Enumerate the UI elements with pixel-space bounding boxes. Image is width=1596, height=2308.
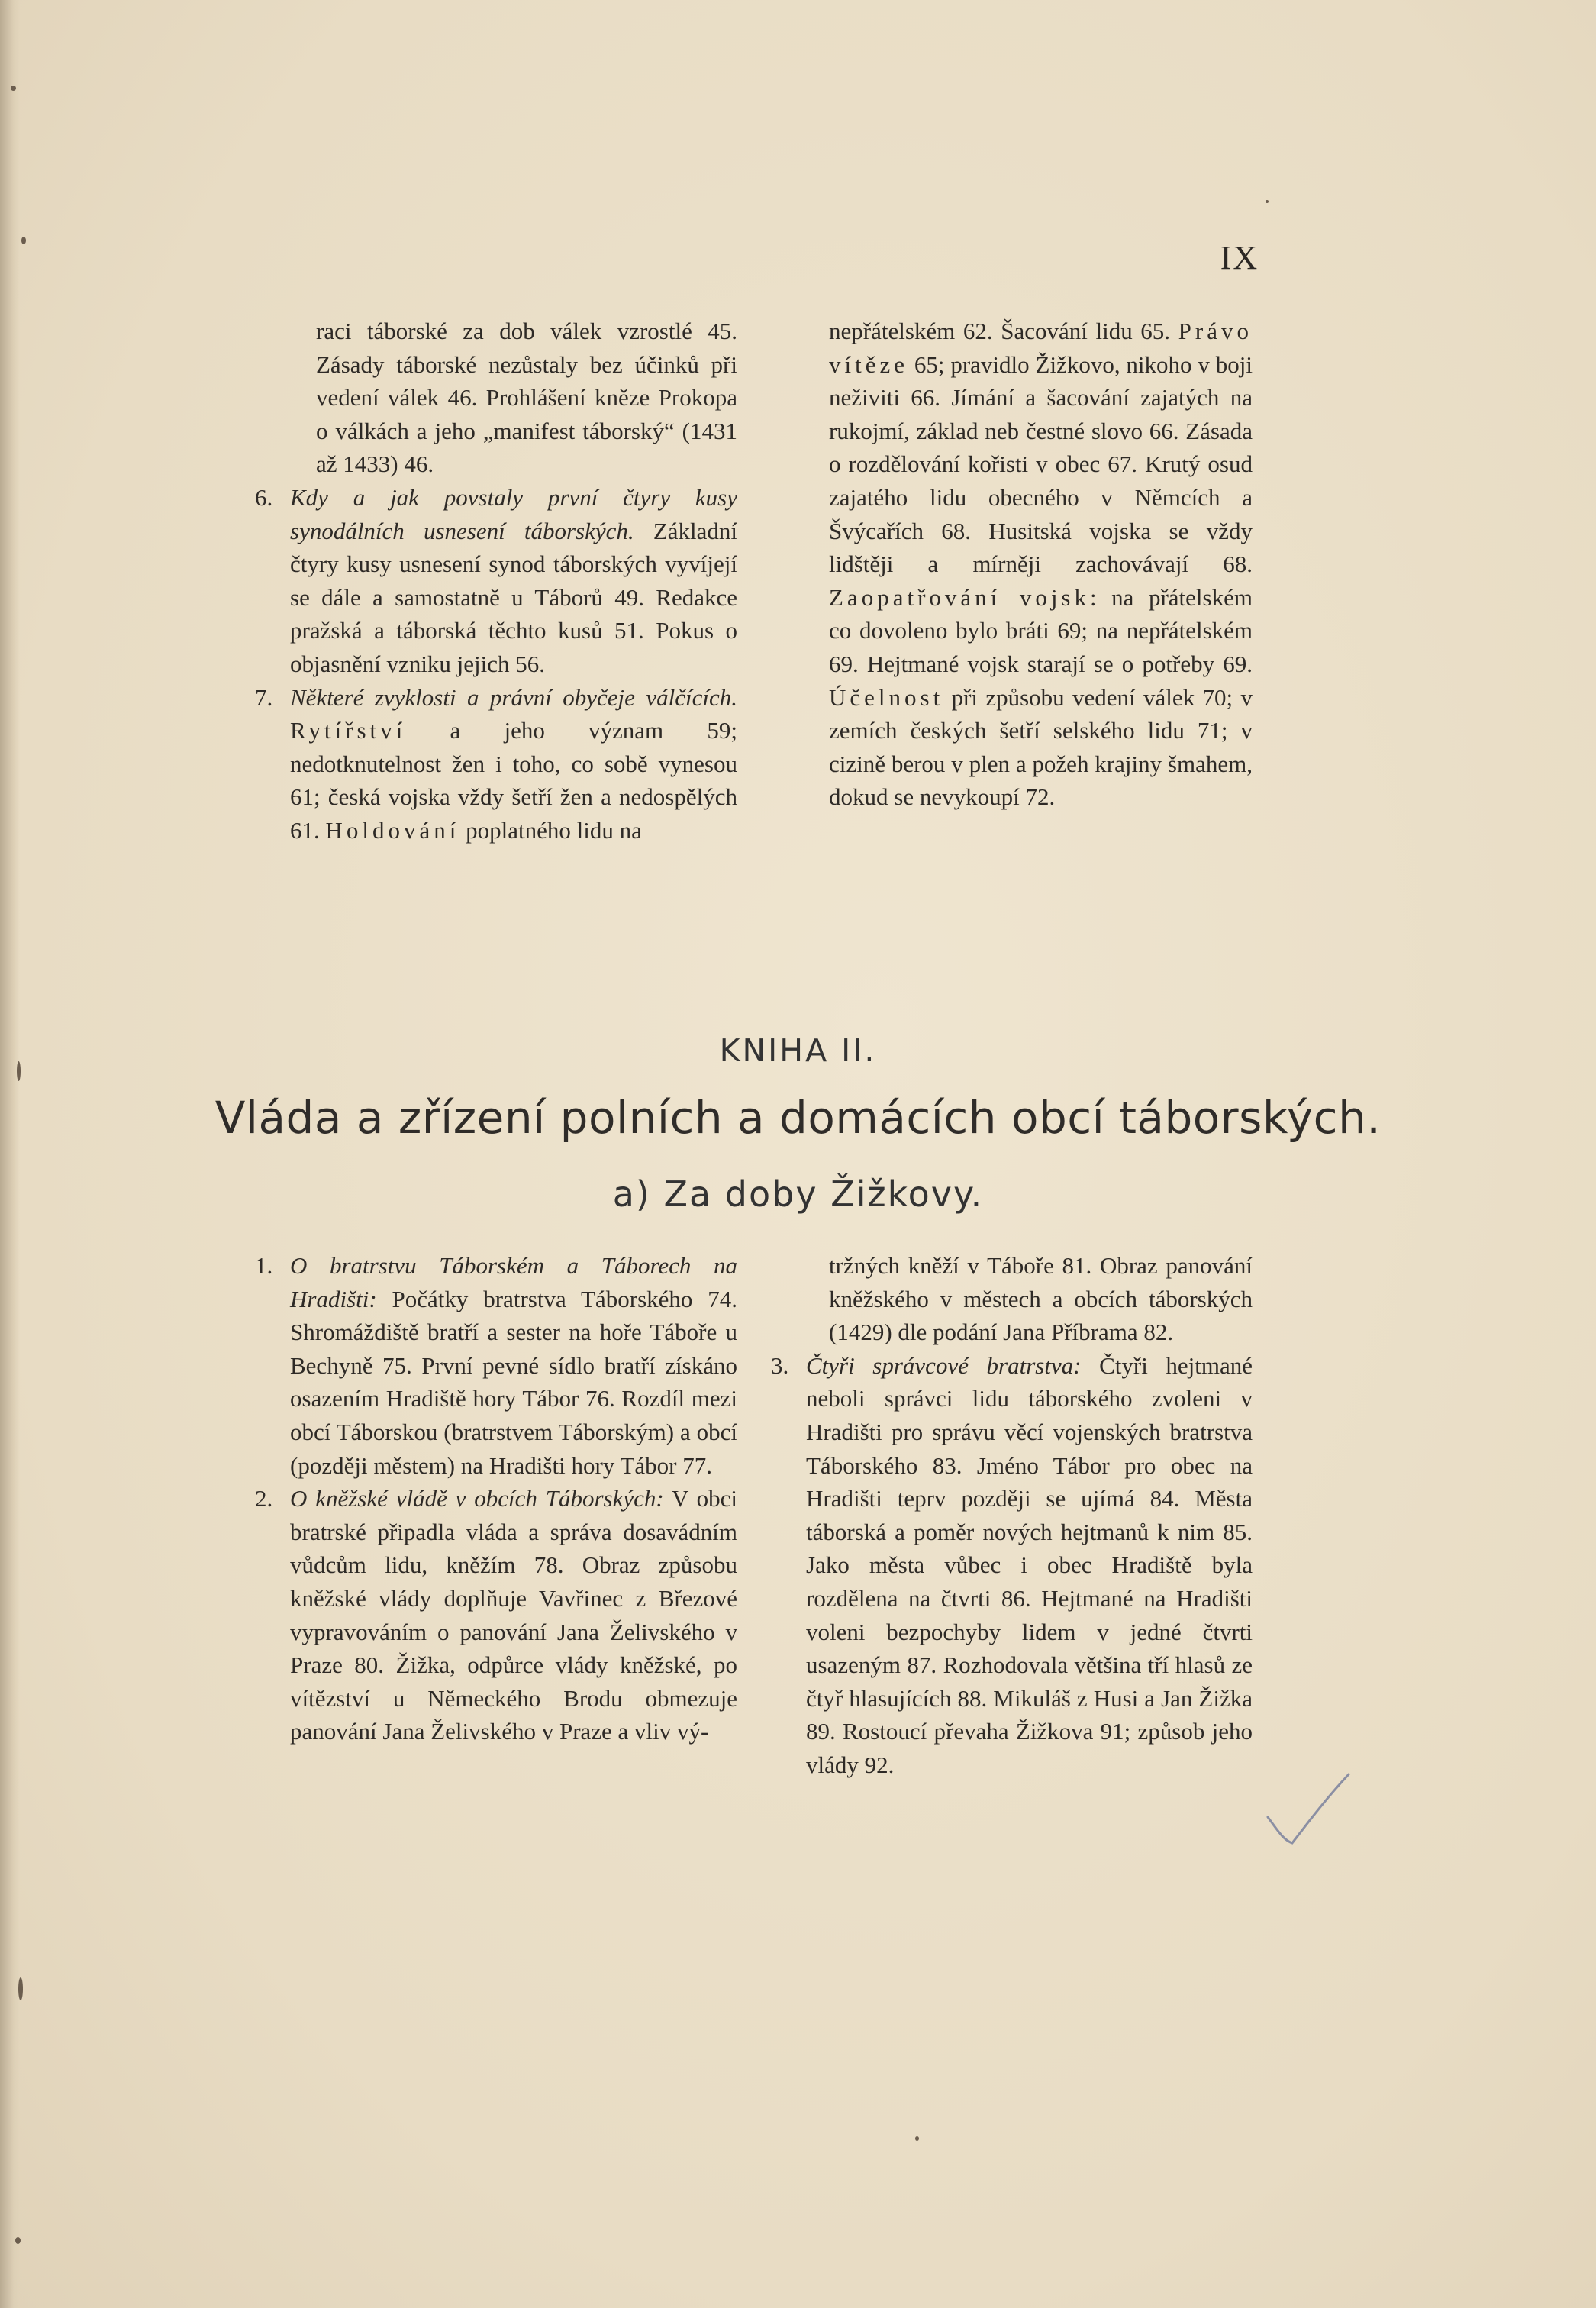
entry-title: Čtyři správcové bratrstva: [806, 1351, 1082, 1379]
section-subtitle: a) Za doby Žižkovy. [612, 1173, 984, 1215]
toc-entry [255, 481, 737, 681]
book-heading: KNIHA II. [719, 1032, 877, 1069]
page-number: IX [1220, 239, 1259, 276]
entry-text: Základní čtyry kusy usnesení synod táborských vyvíjejí se dále a samostatně u Táborů 49. Redakce pražská a táborská těchto kusů 51. Pokus o objasnění vzniku jejich 56. [290, 517, 737, 677]
paper-speck [21, 237, 26, 244]
entry-number: 3. [771, 1351, 789, 1379]
continuation-text: tržných kněží v Táboře 81. Obraz panování kněžského v městech a obcích táborských (1429) dle podání Jana Příbrama 82. [829, 1252, 1253, 1346]
spaced-keyword: Rytířství [290, 717, 407, 744]
paper-speck [915, 2136, 919, 2141]
entry-text: Počátky bratrstva Táborského 74. Shromáždiště bratří a sester na hoře Táboře u Bechyně 75. První pevné sídlo bratří získáno osazením Hradiště hory Tábor 76. Rozdíl mezi obcí Táborskou (bratrstvem Táborským) a obcí (později městem) na Hradišti hory Tábor 77. [290, 1285, 737, 1479]
paper-speck [18, 1977, 23, 2000]
text-run: nepřátelském 62. Šacování lidu 65. [829, 318, 1178, 344]
pencil-check-mark [1263, 1770, 1355, 1854]
toc-entry [771, 1349, 1253, 1782]
entry-number: 1. [255, 1252, 273, 1279]
paper-speck [1266, 200, 1269, 203]
entry-body [290, 1249, 737, 1482]
paper-speck [15, 2237, 21, 2244]
entry-body [806, 1349, 1253, 1782]
spaced-keyword: Účelnost [829, 683, 944, 711]
continuation-text [829, 315, 1253, 814]
spaced-keyword: Zaopatřování vojsk [829, 583, 1090, 611]
text-run: : na přátelském co dovoleno bylo bráti 69; na nepřátelském 69. Hejtmané vojsk starají se o potřeby 69. [829, 583, 1253, 677]
entry-number: 7. [255, 683, 273, 711]
entry-title: O bratrstvu Táborském a Táborech na Hradišti: [290, 1252, 737, 1312]
binding-edge [0, 0, 20, 2308]
paper-speck [17, 1061, 21, 1081]
entry-title: Kdy a jak povstaly první čtyry kusy synodálních usnesení táborských. [290, 483, 737, 544]
spaced-keyword: Právo vítěze [829, 318, 1253, 378]
toc-entry [255, 1249, 737, 1482]
entry-body [290, 681, 737, 847]
section-title: Vláda a zřízení polních a domácích obcí táborských. [214, 1092, 1382, 1144]
spaced-keyword: Holdování [325, 816, 460, 844]
toc-column-bottom-right [771, 1249, 1253, 1782]
entry-body [290, 1482, 737, 1748]
entry-text: poplatného lidu na [459, 816, 642, 844]
toc-column-bottom-left [255, 1249, 737, 1748]
toc-entry [255, 681, 737, 847]
paper-speck [11, 86, 16, 91]
continuation-text: raci táborské za dob válek vzrostlé 45. Zásady táborské nezůstaly bez účinků při vedení válek 46. Prohlášení kněze Prokopa o válkách a jeho „manifest táborský“ (1431 až 1433) 46. [316, 318, 737, 478]
entry-title: O kněžské vládě v obcích Táborských: [290, 1485, 664, 1512]
entry-text: Čtyři hejtmané neboli správci lidu táborského zvoleni v Hradišti pro správu věcí vojenských bratrstva Táborského 83. Jméno Tábor pro obec na Hradišti teprv později se ujímá 84. Města táborská a poměr nových hejtmanů k nim 85. Jako města vůbec i obec Hradiště byla rozdělena na čtvrti 86. Hejtmané na Hradišti voleni bezpochyby lidem v jedné čtvrti usazeným 87. Rozhodovala většina tří hlasů ze čtyř hlasujících 88. Mikuláš z Husi a Jan Žižka 89. Rostoucí převaha Žižkova 91; způsob jeho vlády 92. [806, 1351, 1253, 1778]
entry-text: a jeho význam 59; nedotknutelnost žen i toho, co sobě vynesou 61; česká vojska vždy šetří žen a nedospělých 61. [290, 717, 737, 844]
toc-column-top-left [255, 315, 737, 847]
entry-number: 2. [255, 1485, 273, 1512]
entry-body [290, 481, 737, 681]
text-run: 65; pravidlo Žižkovo, nikoho v boji neživiti 66. Jímání a šacování zajatých na rukojmí, základ neb čestné slovo 66. Zásada o rozdělování kořisti v obec 67. Krutý osud zajatého lidu obecného v Němcích a Švýcařích 68. Husitská vojska se vždy lidštěji a mírněji zachovávají 68. [829, 350, 1253, 578]
entry-number: 6. [255, 483, 273, 511]
toc-entry [255, 1482, 737, 1748]
entry-title: Některé zvyklosti a právní obyčeje válčících. [290, 683, 737, 711]
text-run: při způsobu vedení válek 70; v zemích českých šetří selského lidu 71; v cizině berou v plen a požeh krajiny šmahem, dokud se nevykoupí 72. [829, 683, 1253, 811]
entry-text: V obci bratrské připadla vláda a správa dosavádním vůdcům lidu, kněžím 78. Obraz způsobu kněžské vlády doplňuje Vavřinec z Březové vypravováním o panování Jana Želivského v Praze 80. Žižka, odpůrce vlády kněžské, po vítězství u Německého Brodu obmezuje panování Jana Želivského v Praze a vliv vý- [290, 1485, 738, 1745]
toc-column-top-right [829, 315, 1253, 814]
